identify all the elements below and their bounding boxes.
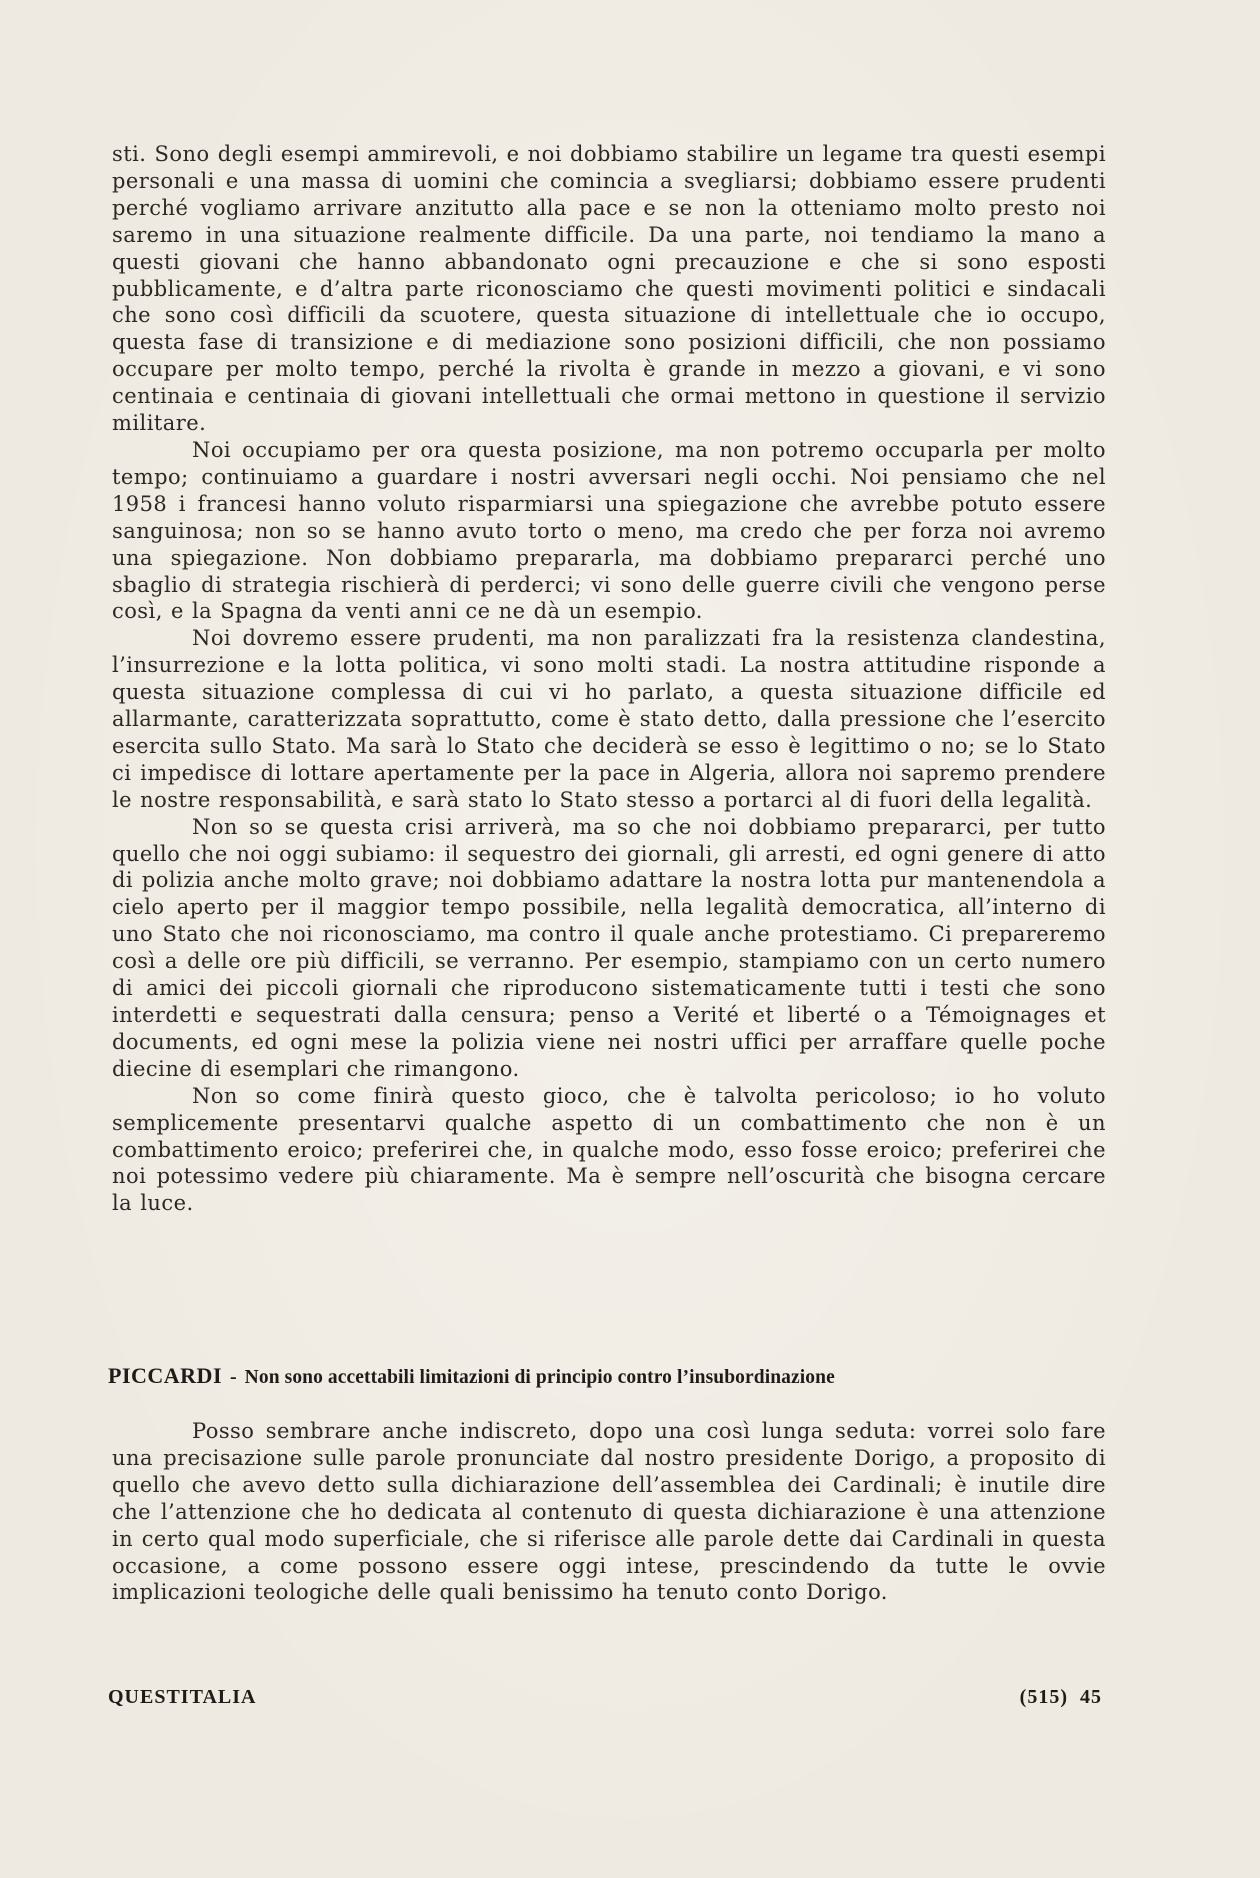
paragraph: sti. Sono degli esempi ammirevoli, e noi dobbiamo stabilire un legame tra questi esempi personali e una massa di uomini che comincia a svegliarsi; dobbiamo essere prudenti perché vogliamo arrivare anzitutto alla pace e se non la otteniamo molto presto noi saremo in una situazione realmente difficile. Da una parte, noi tendiamo la mano a questi giovani che hanno abbandonato ogni precauzione e che si sono esposti pubblicamente, e d’altra parte riconosciamo che questi movimenti politici e sindacali che sono così difficili da scuotere, questa situazione di intellettuale che io occupo, questa fase di transizione e di mediazione sono posizioni difficili, che non possiamo occupare per molto tempo, perché la rivolta è grande in mezzo a giovani, e vi sono centinaia e centinaia di giovani intellettuali che ormai mettono in questione il servizio militare.	[112, 142, 1106, 436]
paragraph: Noi occupiamo per ora questa posizione, ma non potremo occuparla per molto tempo; continuiamo a guardare i nostri avversari negli occhi. Noi pensiamo che nel 1958 i francesi hanno voluto risparmiarsi una spiegazione che avrebbe potuto essere sanguinosa; non so se hanno avuto torto o meno, ma credo che per forza noi avremo una spiegazione. Non dobbiamo prepararla, ma dobbiamo prepararci perché uno sbaglio di strategia rischierà di perderci; vi sono delle guerre civili che vengono perse così, e la Spagna da venti anni ce ne dà un esempio.	[112, 437, 1106, 624]
article-body	[112, 141, 1106, 1217]
section-heading	[108, 1363, 1108, 1389]
section-body	[112, 1418, 1106, 1606]
paragraph: Non so come finirà questo gioco, che è talvolta pericoloso; io ho voluto semplicemente presentarvi qualche aspetto di un combattimento che non è un combattimento eroico; preferirei che, in qualche modo, esso fosse eroico; preferirei che noi potessimo vedere più chiaramente. Ma è sempre nell’oscurità che bisogna cercare la luce.	[112, 1083, 1106, 1216]
paragraph: Posso sembrare anche indiscreto, dopo una così lunga seduta: vorrei solo fare una precisazione sulle parole pronunciate dal nostro presidente Dorigo, a proposito di quello che avevo detto sulla dichiarazione dell’assemblea dei Cardinali; è inutile dire che l’attenzione che ho dedicata al contenuto di questa dichiarazione è una attenzione in certo qual modo superficiale, che si riferisce alle parole dette dai Cardinali in questa occasione, a come possono essere oggi intese, prescindendo da tutte le ovvie implicazioni teologiche delle quali benissimo ha tenuto conto Dorigo.	[112, 1419, 1106, 1605]
page-number: (515) 45	[1019, 1686, 1102, 1708]
speaker-name: PICCARDI	[108, 1363, 222, 1388]
heading-separator: -	[230, 1366, 237, 1388]
journal-name: QUESTITALIA	[108, 1686, 257, 1708]
section-title: Non sono accettabili limitazioni di principio contro l’insubordinazione	[244, 1367, 835, 1388]
paragraph: Noi dovremo essere prudenti, ma non paralizzati fra la resistenza clandestina, l’insurrezione e la lotta politica, vi sono molti stadi. La nostra attitudine risponde a questa situazione complessa di cui vi ho parlato, a questa situazione difficile ed allarmante, caratterizzata soprattutto, come è stato detto, dalla pressione che l’esercito esercita sullo Stato. Ma sarà lo Stato che deciderà se esso è legittimo o no; se lo Stato ci impedisce di lottare apertamente per la pace in Algeria, allora noi sapremo prendere le nostre responsabilità, e sarà stato lo Stato stesso a portarci al di fuori della legalità.	[112, 626, 1106, 812]
paragraph: Non so se questa crisi arriverà, ma so che noi dobbiamo prepararci, per tutto quello che noi oggi subiamo: il sequestro dei giornali, gli arresti, ed ogni genere di atto di polizia anche molto grave; noi dobbiamo adattare la nostra lotta pur mantenendola a cielo aperto per il maggior tempo possibile, nella legalità democratica, all’interno di uno Stato che noi riconosciamo, ma contro il quale anche protestiamo. Ci prepareremo così a delle ore più difficili, se verranno. Per esempio, stampiamo con un certo numero di amici dei piccoli giornali che riproducono sistematicamente tutti i testi che sono interdetti e sequestrati dalla censura; penso a Verité et liberté o a Témoignages et documents, ed ogni mese la polizia viene nei nostri uffici per arraffare quelle poche diecine di esemplari che rimangono.	[112, 814, 1106, 1081]
